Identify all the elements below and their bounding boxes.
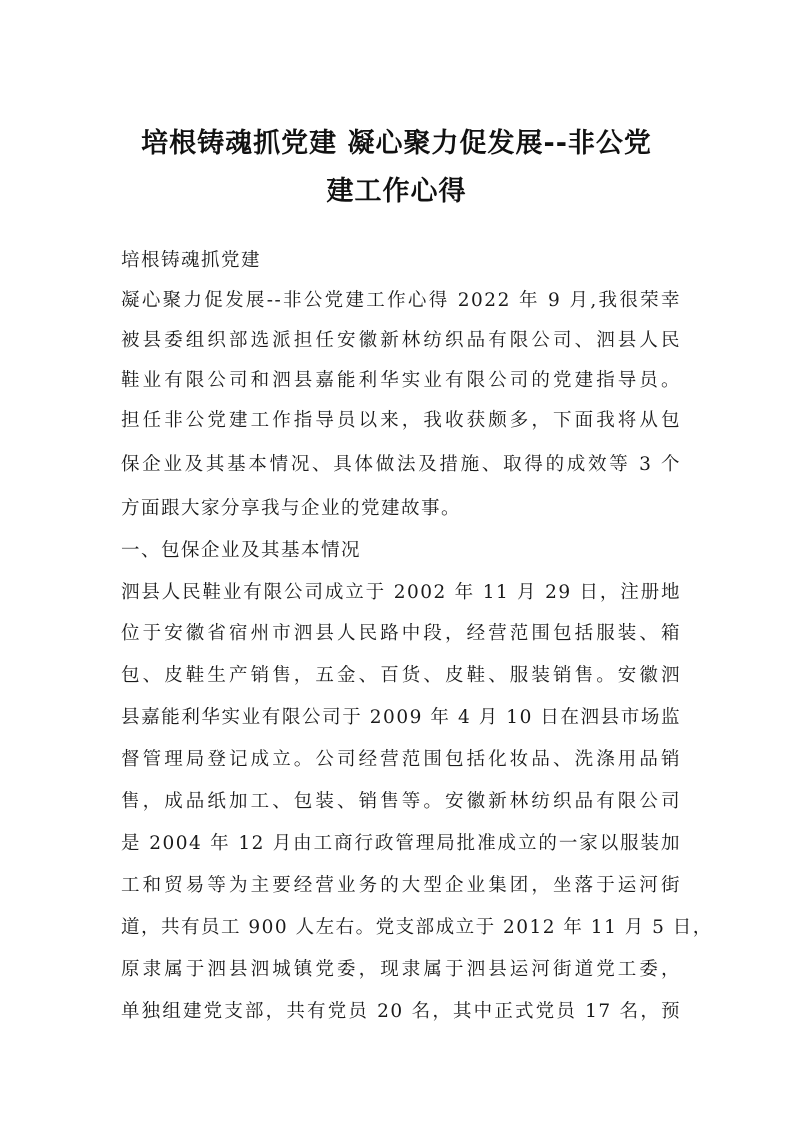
body-line: 工和贸易等为主要经营业务的大型企业集团，坐落于运河街: [121, 875, 681, 896]
body-line: 位于安徽省宿州市泗县人民路中段，经营范围包括服装、箱: [121, 623, 681, 644]
body-line: 是 2004 年 12 月由工商行政管理局批准成立的一家以服装加: [121, 833, 681, 854]
body-line: 包、皮鞋生产销售，五金、百货、皮鞋、服装销售。安徽泗: [121, 665, 681, 686]
section-heading: 一、包保企业及其基本情况: [121, 540, 362, 561]
body-line: 原隶属于泗县泗城镇党委，现隶属于泗县运河街道党工委，: [121, 959, 681, 980]
body-line: 售，成品纸加工、包装、销售等。安徽新林纺织品有限公司: [121, 791, 681, 812]
body-line: 单独组建党支部，共有党员 20 名，其中正式党员 17 名，预: [121, 1001, 681, 1022]
body-line: 鞋业有限公司和泗县嘉能利华实业有限公司的党建指导员。: [121, 370, 681, 391]
document-title-line-2: 建工作心得: [326, 176, 467, 207]
body-line: 泗县人民鞋业有限公司成立于 2002 年 11 月 29 日，注册地: [121, 582, 681, 603]
body-line: 被县委组织部选派担任安徽新林纺织品有限公司、泗县人民: [121, 330, 681, 351]
document-title-line-1: 培根铸魂抓党建 凝心聚力促发展--非公党: [141, 128, 652, 159]
body-line: 凝心聚力促发展--非公党建工作心得 2022 年 9 月,我很荣幸: [121, 290, 681, 311]
subtitle-line: 培根铸魂抓党建: [121, 250, 262, 271]
body-line: 方面跟大家分享我与企业的党建故事。: [121, 498, 462, 519]
body-line: 保企业及其基本情况、具体做法及措施、取得的成效等 3 个: [121, 454, 681, 475]
body-line: 道，共有员工 900 人左右。党支部成立于 2012 年 11 月 5 日，: [121, 917, 713, 938]
body-line: 县嘉能利华实业有限公司于 2009 年 4 月 10 日在泗县市场监: [121, 707, 681, 728]
body-line: 督管理局登记成立。公司经营范围包括化妆品、洗涤用品销: [121, 749, 681, 770]
body-line: 担任非公党建工作指导员以来，我收获颇多，下面我将从包: [121, 410, 681, 431]
